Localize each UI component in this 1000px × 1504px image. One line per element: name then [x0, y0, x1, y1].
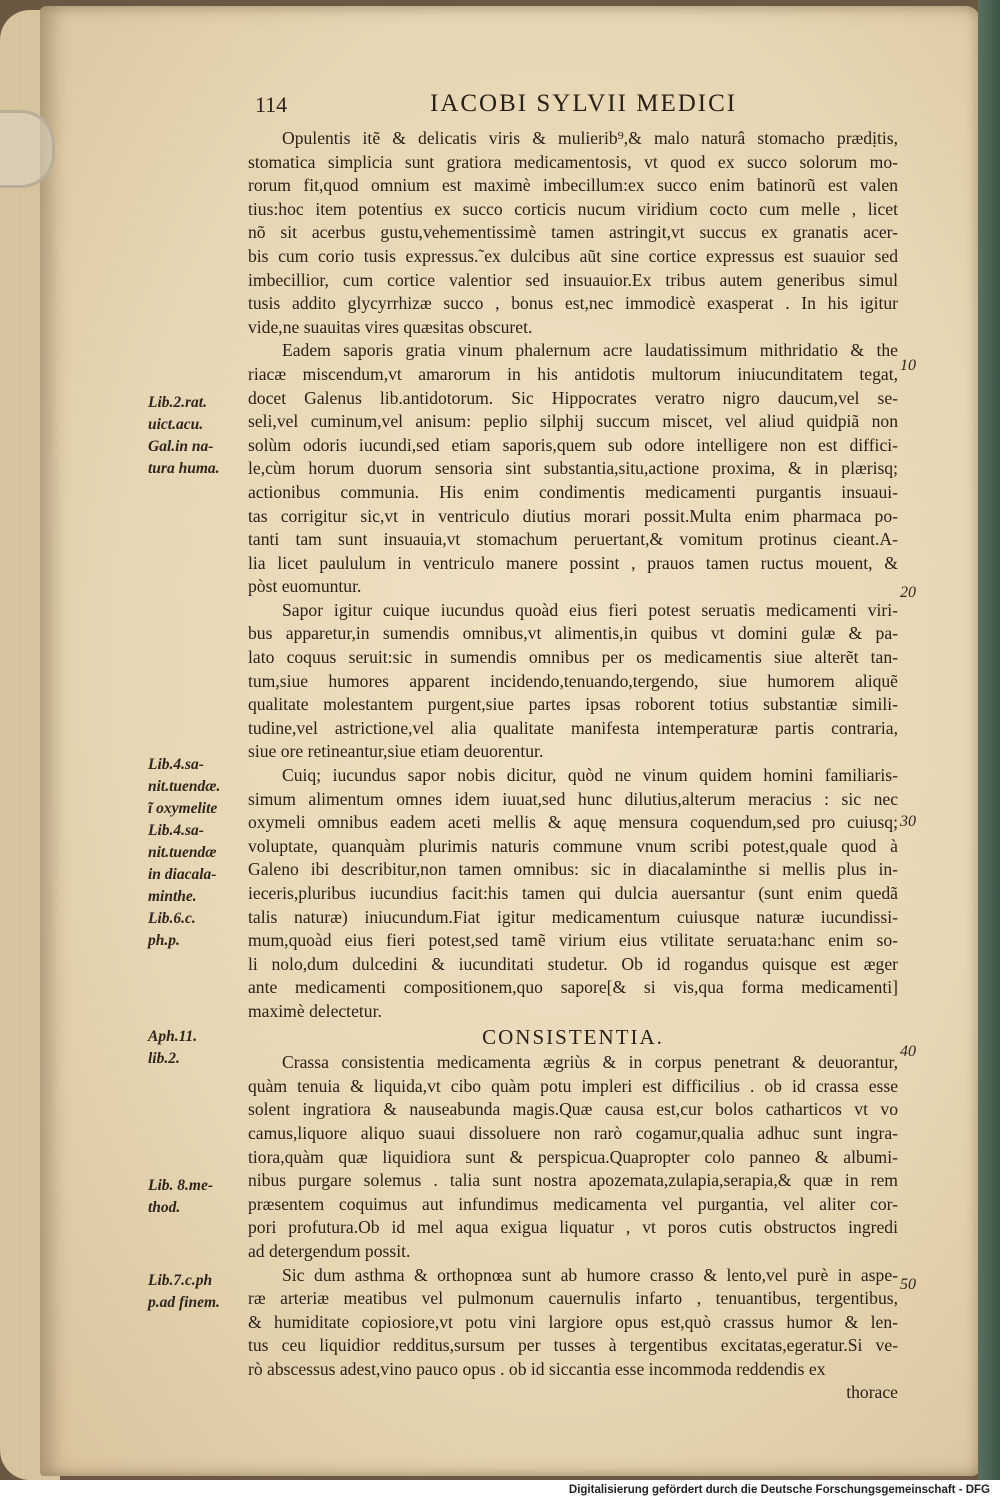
margin-note: Lib.7.c.ph p.ad finem. [148, 1272, 220, 1311]
text-line: rorum fit,quod omnium est maximè imbecillum:ex succo enim batinorũ est valen [248, 175, 898, 196]
text-line: nõ sit acerbus gustu,vehementissimè tamen astringit,vt succus ex granatis acer- [248, 222, 898, 243]
text-line: bus apparetur,in sumendis omnibus,vt alimentis,in quibus vt domini gulæ & pa- [248, 623, 898, 644]
text-line: maximè delectetur. [248, 1000, 382, 1021]
text-line: & humiditate copiosiore,vt potu vini largiore opus est,quò crassus humor & len- [248, 1311, 898, 1332]
text-line: li nolo,dum dulcedini & iucunditati studetur. Ob id rogandus quisque est æger [248, 953, 898, 974]
text-line: simum alimentum omnes idem iuuat,sed hunc dilutius,alterum meracius : sic nec [248, 788, 898, 809]
footer-bar [0, 1480, 1000, 1504]
text-line: Sapor igitur cuique iucundus quoàd eius fieri potest seruatis medicamenti viri- [282, 599, 898, 620]
text-line: docet Galenus lib.antidotorum. Sic Hippocrates veratro nigro daucum,vel se- [248, 387, 898, 408]
text-line: solent ingratiora & nauseabunda magis.Quæ causa est,cur bolos catharticos vt vo [248, 1099, 898, 1120]
text-line: solùm odoris iucundi,sed etiam saporis,quem sub odore intelligere non est diffici- [248, 434, 898, 455]
text-line: imbecillior, cum cortice valentior sed insuauior.Ex tribus autem generibus simul [248, 269, 898, 290]
text-line: ræ arteriæ meatibus vel pulmonum cauernulis infarto , tenuantibus, tergentibus, [248, 1288, 898, 1309]
text-line: ante medicamenti compositionem,quo sapore[& si vis,qua forma medicamenti] [248, 977, 898, 998]
text-line: tiora,quàm quæ liquidiora sunt & perspicua.Quapropter colo panneo & albumi- [248, 1146, 898, 1167]
text-line: præsentem coquimus aut infundimus medicamenta vel purgantia, vel aliter cor- [248, 1193, 898, 1214]
margin-note: Lib.4.sa- nit.tuendæ. ĩ oxymelite Lib.4.sa- nit.tuendæ in diacala- minthe. Lib.6.c. ph.p. [148, 756, 221, 949]
text-line: tudine,vel astrictione,vel alia qualitate manifesta intemperaturæ partis contraria, [248, 717, 898, 738]
text-line: actionibus communia. His enim condimentis medicamenti purgantis insuaui- [248, 481, 898, 502]
text-line: Sic dum asthma & orthopnœa sunt ab humore crasso & lento,vel purè in aspe- [282, 1264, 898, 1285]
text-line: lia licet paululum in ventriculo manere possint , prauos tamen ructus mouent, & [248, 552, 898, 573]
text-line: tum,siue humores apparent incidendo,tenuando,tergendo, siue humorem aliquẽ [248, 670, 898, 691]
text-line: tusis addito glycyrrhizæ succo , bonus est,nec immodicè exasperat . In his igitur [248, 293, 898, 314]
catchword: thorace [846, 1382, 898, 1403]
section-heading: CONSISTENTIA. [482, 1024, 664, 1049]
page-header [255, 90, 885, 124]
text-line: Cuiq; iucundus sapor nobis dicitur, quòd ne vinum quidem homini familiaris- [282, 765, 898, 786]
text-line: quàm tenuia & liquida,vt cibo quàm potu impleri est difficilius . ob id crassa esse [248, 1075, 898, 1096]
text-line: Crassa consistentia medicamenta ægriùs & in corpus penetrant & deuorantur, [282, 1052, 898, 1073]
text-line: nibus purgare solemus . talia sunt nostra apozemata,zulapia,serapia,& quæ in rem [248, 1170, 898, 1191]
text-line: ad detergendum possit. [248, 1240, 411, 1261]
text-line: lato coquus seruit:sic in sumendis omnibus per os medicamentis siue alterẽt tan- [248, 647, 898, 668]
text-line: siue ore retineantur,siue etiam deuorentur. [248, 741, 544, 762]
text-line: camus,liquore aliquo suaui dissoluere non rarò cogamur,qualia adhuc sunt ingra- [248, 1122, 898, 1143]
text-line: pòst euomuntur. [248, 576, 362, 597]
text-line: talis naturæ) iniucundum.Fiat igitur medicamentum cuiusque naturæ iucundissi- [248, 906, 898, 927]
text-line: tanti tam sunt insuauia,vt stomachum peruertant,& vomitum protinus cieant.A- [248, 529, 898, 550]
text-line: pori profutura.Ob id mel aqua exigua liquatur , vt poros cutis obstructos ingredi [248, 1217, 898, 1238]
line-number: 20 [900, 584, 916, 601]
footer-credit: Digitalisierung gefördert durch die Deutsche Forschungsgemeinschaft - DFG [568, 1484, 990, 1496]
page-number: 114 [255, 92, 288, 117]
text-line: riacæ miscendum,vt amarorum in his antidotis multorum iniucunditatem tegat, [248, 363, 898, 384]
text-line: oxymeli omnibus eadem aceti mellis & aquę mensura coquendum,sed pro cuiusq; [248, 812, 898, 833]
margin-note: Lib. 8.me- thod. [148, 1177, 213, 1216]
running-title: IACOBI SYLVII MEDICI [430, 90, 738, 117]
text-line: le,cùm horum duorum sensoria sint substantia,situ,actione proxima, & in plærisq; [248, 458, 898, 479]
text-line: mum,quoàd eius fieri potest,sed tamẽ virium eius vtilitate seruata:hanc enim so- [248, 930, 898, 951]
margin-note: Aph.11. lib.2. [148, 1028, 198, 1067]
text-line: bis cum corio tusis expressus.˜ex dulcibus aũt sine cortice expressus est suauior sed [248, 245, 898, 266]
text-line: voluptate, quanquàm plurimis naturis commune vnum scribi potest,quale quod à [248, 835, 898, 856]
margin-note: Lib.2.rat. uict.acu. Gal.in na- tura huma. [148, 394, 220, 477]
text-line: rò abscessus adest,vino pauco opus . ob id siccantia esse incommoda reddendis ex [248, 1358, 826, 1379]
text-line: Eadem saporis gratia vinum phalernum acre laudatissimum mithridatio & the [282, 340, 898, 361]
book-cover-edge [978, 0, 1000, 1480]
text-line: Opulentis itẽ & delicatis viris & mulierib⁹,& malo naturâ stomacho prædịtis, [282, 128, 898, 148]
text-line: tus ceu liquidior redditus,sursum per tusses à tergentibus excitatas,egeratur.Si ve- [248, 1335, 898, 1356]
text-line: Galeno ibi describitur,non tamen omnibus: sic in diacalaminthe si mellis plus in- [248, 859, 898, 880]
line-number: 30 [900, 813, 916, 830]
line-number: 50 [900, 1276, 916, 1293]
line-number: 10 [900, 357, 916, 374]
text-line: stomatica simplicia sunt gratiora medicamentosis, vt quod ex succo solorum mo- [248, 151, 898, 172]
line-number: 40 [900, 1043, 916, 1060]
text-line: qualitate molestantem purgent,siue partes ipsas roborent totius substantiæ simili- [248, 694, 898, 715]
text-line: tius:hoc item potentius ex succo corticis nucum viridium cocto cum melle , licet [248, 198, 898, 219]
text-line: seli,vel cuminum,vel anisum: peplio silphij succum miscet, vel aliud quidpiã non [248, 411, 898, 432]
text-line: ieceris,pluribus iucundius facit:his tamen qui dulcia auersantur (sunt enim quedã [248, 883, 898, 903]
text-line: tas corrigitur sic,vt in ventriculo diutius morari possit.Multa enim pharmaca po- [248, 505, 898, 526]
body-text [248, 127, 898, 1405]
text-line: vide,ne suauitas vires quæsitas obscuret. [248, 316, 533, 337]
